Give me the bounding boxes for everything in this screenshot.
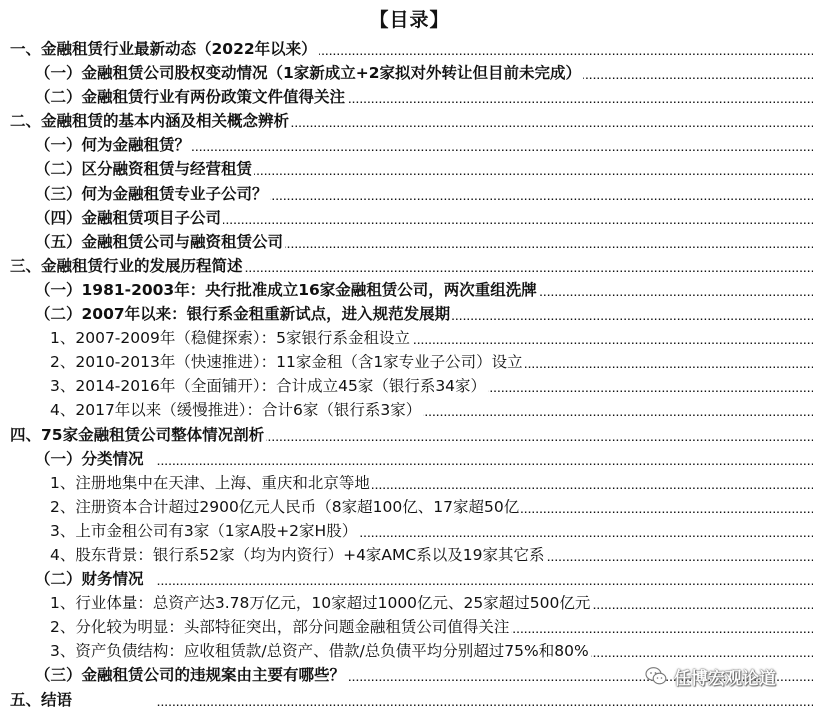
toc-entry-text: （一）金融租赁公司股权变动情况（1家新成立+2家拟对外转让但目前未完成） <box>35 64 582 83</box>
toc-entry-text: 4、股东背景：银行系52家（均为内资行）+4家AMC系以及19家其它系 <box>50 545 545 564</box>
toc-title: 【目录】 <box>369 9 450 31</box>
toc-entry-level3[interactable] <box>0 519 819 543</box>
toc-entry-text: （一）1981-2003年：央行批准成立16家金融租赁公司，两次重组洗牌 <box>35 280 537 299</box>
toc-entry-text: 二、金融租赁的基本内涵及相关概念辨析 <box>10 112 290 131</box>
wechat-icon <box>644 664 668 688</box>
toc-entry-level3[interactable] <box>0 591 819 615</box>
toc-entry-text: （一）分类情况 <box>35 449 144 468</box>
toc-entry-level2[interactable] <box>0 85 819 109</box>
watermark <box>644 662 776 690</box>
toc-entry-text: 2、分化较为明显：头部特征突出，部分问题金融租赁公司值得关注 <box>50 618 510 637</box>
toc-entry-text: 2、2010-2013年（快速推进）：11家金租（含1家专业子公司）设立 <box>50 353 523 372</box>
toc-entry-level3[interactable] <box>0 350 819 374</box>
toc-entry-level2[interactable] <box>0 206 819 230</box>
toc-entry-text: （三）金融租赁公司的违规案由主要有哪些？ <box>35 666 346 685</box>
toc-entry-level3[interactable] <box>0 471 819 495</box>
toc-entry-level2[interactable] <box>0 157 819 181</box>
toc-entry-level1[interactable] <box>0 423 819 447</box>
toc-entry-level3[interactable] <box>0 639 819 663</box>
toc-entry-text: （三）何为金融租赁专业子公司？ <box>35 184 268 203</box>
toc-entry-text: 2、注册资本合计超过2900亿元人民币（8家超100亿、17家超50亿 <box>50 497 520 516</box>
toc-entry-level2[interactable] <box>0 447 819 471</box>
toc-entry-text: （二）财务情况 <box>35 570 144 589</box>
toc-entry-text: 五、结语 <box>10 690 73 709</box>
toc-entry-text: 3、2014-2016年（全面铺开）：合计成立45家（银行系34家） <box>50 377 487 396</box>
toc-entry-text: 1、行业体量：总资产达3.78万亿元，10家超过1000亿元、25家超过500亿元 <box>50 594 591 613</box>
toc-entry-level2[interactable] <box>0 278 819 302</box>
toc-entry-level3[interactable] <box>0 615 819 639</box>
toc-entry-text: 3、上市金租公司有3家（1家A股+2家H股） <box>50 521 358 540</box>
toc-entry-level2[interactable] <box>0 302 819 326</box>
toc-entry-level1[interactable] <box>0 109 819 133</box>
toc-entry-level2[interactable] <box>0 61 819 85</box>
toc-entry-level2[interactable] <box>0 567 819 591</box>
toc-entry-level3[interactable] <box>0 495 819 519</box>
toc-entry-level3[interactable] <box>0 326 819 350</box>
toc-entry-level1[interactable] <box>0 688 819 712</box>
toc-entry-text: （四）金融租赁项目子公司 <box>35 208 222 227</box>
toc-entry-level3[interactable] <box>0 398 819 422</box>
dot-leader <box>0 688 813 712</box>
toc-entry-text: 四、75家金融租赁公司整体情况剖析 <box>10 425 265 444</box>
toc-entry-text: 一、金融租赁行业最新动态（2022年以来） <box>10 40 317 58</box>
toc-entry-text: （一）何为金融租赁？ <box>35 136 191 155</box>
toc-entry-text: （二）区分融资租赁与经营租赁 <box>35 160 253 179</box>
toc-entry-text: 1、2007-2009年（稳健探索）：5家银行系金租设立 <box>50 329 410 348</box>
toc-entry-text: 3、资产负债结构：应收租赁款/总资产、借款/总负债平均分别超过75%和80% <box>50 642 589 661</box>
toc-entry-level1[interactable] <box>0 37 819 61</box>
toc-entry-level2[interactable] <box>0 230 819 254</box>
toc-entry-text: （五）金融租赁公司与融资租赁公司 <box>35 232 284 251</box>
toc-entry-text: 三、金融租赁行业的发展历程简述 <box>10 256 243 275</box>
toc-entry-level1[interactable] <box>0 254 819 278</box>
toc-entry-text: 4、2017年以来（缓慢推进）：合计6家（银行系3家） <box>50 401 422 420</box>
toc-entry-level3[interactable] <box>0 374 819 398</box>
toc-entry-text: 1、注册地集中在天津、上海、重庆和北京等地 <box>50 473 370 492</box>
watermark-text: 任博宏观论道 <box>674 668 776 689</box>
toc-list <box>0 37 819 712</box>
toc-entry-text: （二）金融租赁行业有两份政策文件值得关注 <box>35 88 346 107</box>
toc-entry-level2[interactable] <box>0 182 819 206</box>
toc-entry-level3[interactable] <box>0 543 819 567</box>
toc-entry-level2[interactable] <box>0 133 819 157</box>
toc-entry-text: （二）2007年以来：银行系金租重新试点，进入规范发展期 <box>35 305 451 324</box>
